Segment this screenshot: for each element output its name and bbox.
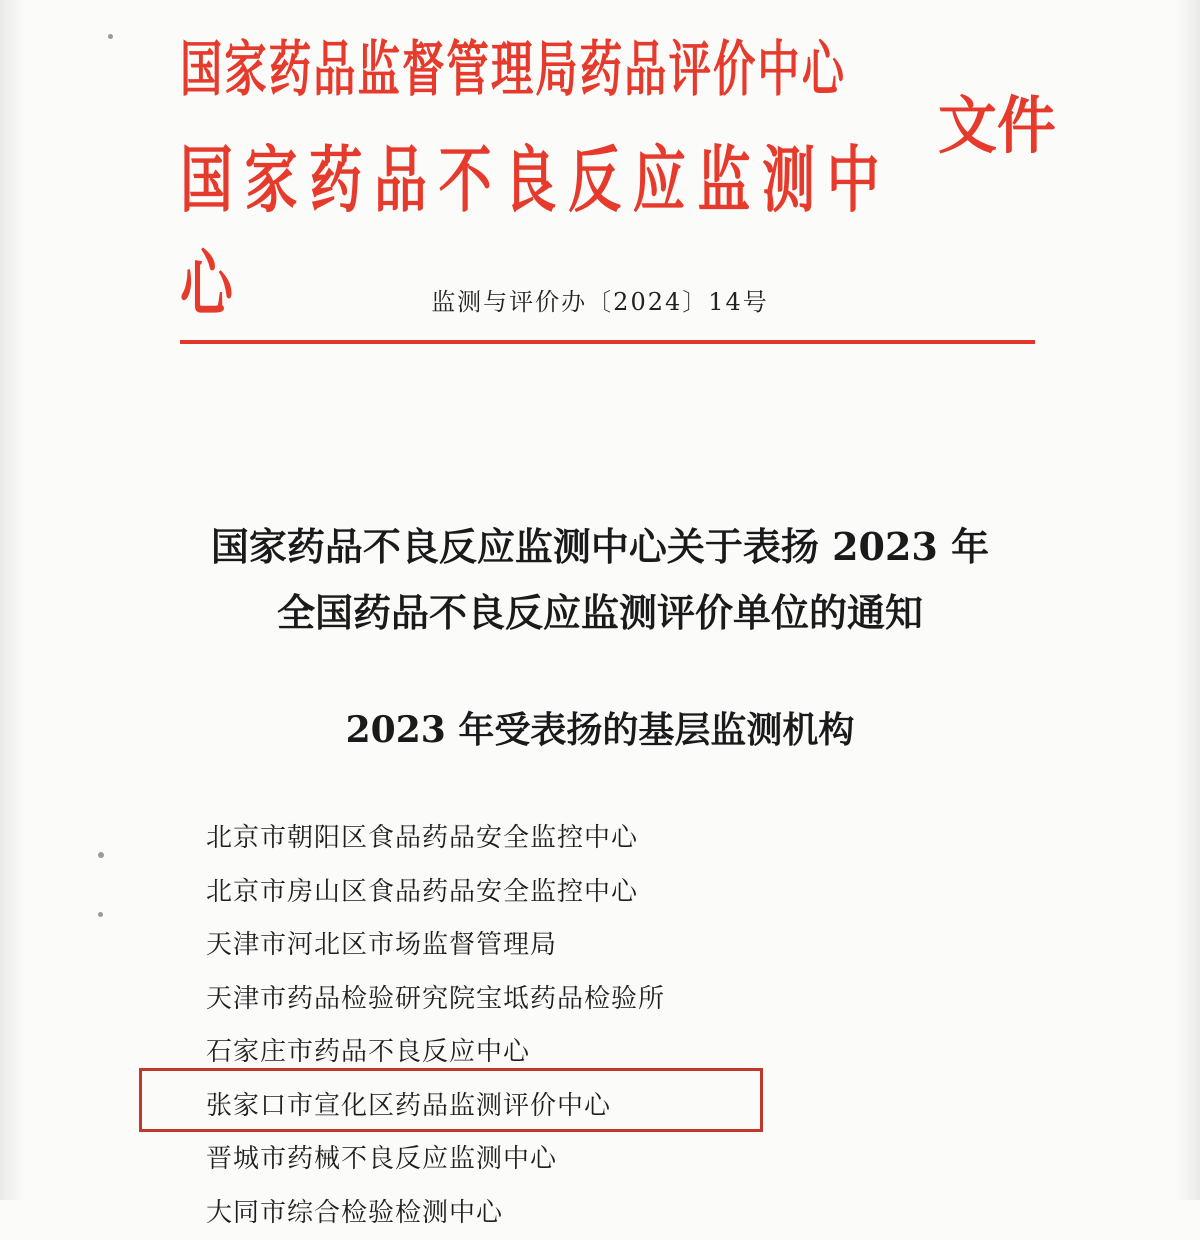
section-subtitle: 2023 年受表扬的基层监测机构 — [0, 702, 1200, 753]
list-item: 晋城市药械不良反应监测中心 — [206, 1133, 665, 1187]
red-divider-line — [180, 340, 1035, 344]
issuing-agency-line2: 国家药品不良反应监测中心 — [180, 122, 930, 330]
issuing-agency-line1: 国家药品监督管理局药品评价中心 — [180, 22, 846, 108]
document-suffix: 文件 — [938, 76, 1056, 165]
list-item: 北京市朝阳区食品药品安全监控中心 — [206, 812, 665, 866]
notice-title-line1: 国家药品不良反应监测中心关于表扬 2023 年 — [0, 516, 1200, 571]
notice-title-line2: 全国药品不良反应监测评价单位的通知 — [0, 582, 1200, 637]
list-item: 天津市药品检验研究院宝坻药品检验所 — [206, 973, 665, 1027]
list-item-partial: 大同市综合检验检测中心 — [206, 1187, 665, 1240]
list-item-highlighted: 张家口市宣化区药品监测评价中心 — [206, 1080, 665, 1134]
document-number: 监测与评价办〔2024〕14号 — [0, 282, 1200, 317]
scan-speck — [108, 34, 113, 39]
institution-list — [206, 812, 665, 1240]
scan-speck — [98, 852, 104, 858]
scan-speck — [98, 912, 103, 917]
list-item: 北京市房山区食品药品安全监控中心 — [206, 866, 665, 920]
list-item: 石家庄市药品不良反应中心 — [206, 1026, 665, 1080]
highlight-box — [139, 1068, 763, 1132]
list-item: 天津市河北区市场监督管理局 — [206, 919, 665, 973]
